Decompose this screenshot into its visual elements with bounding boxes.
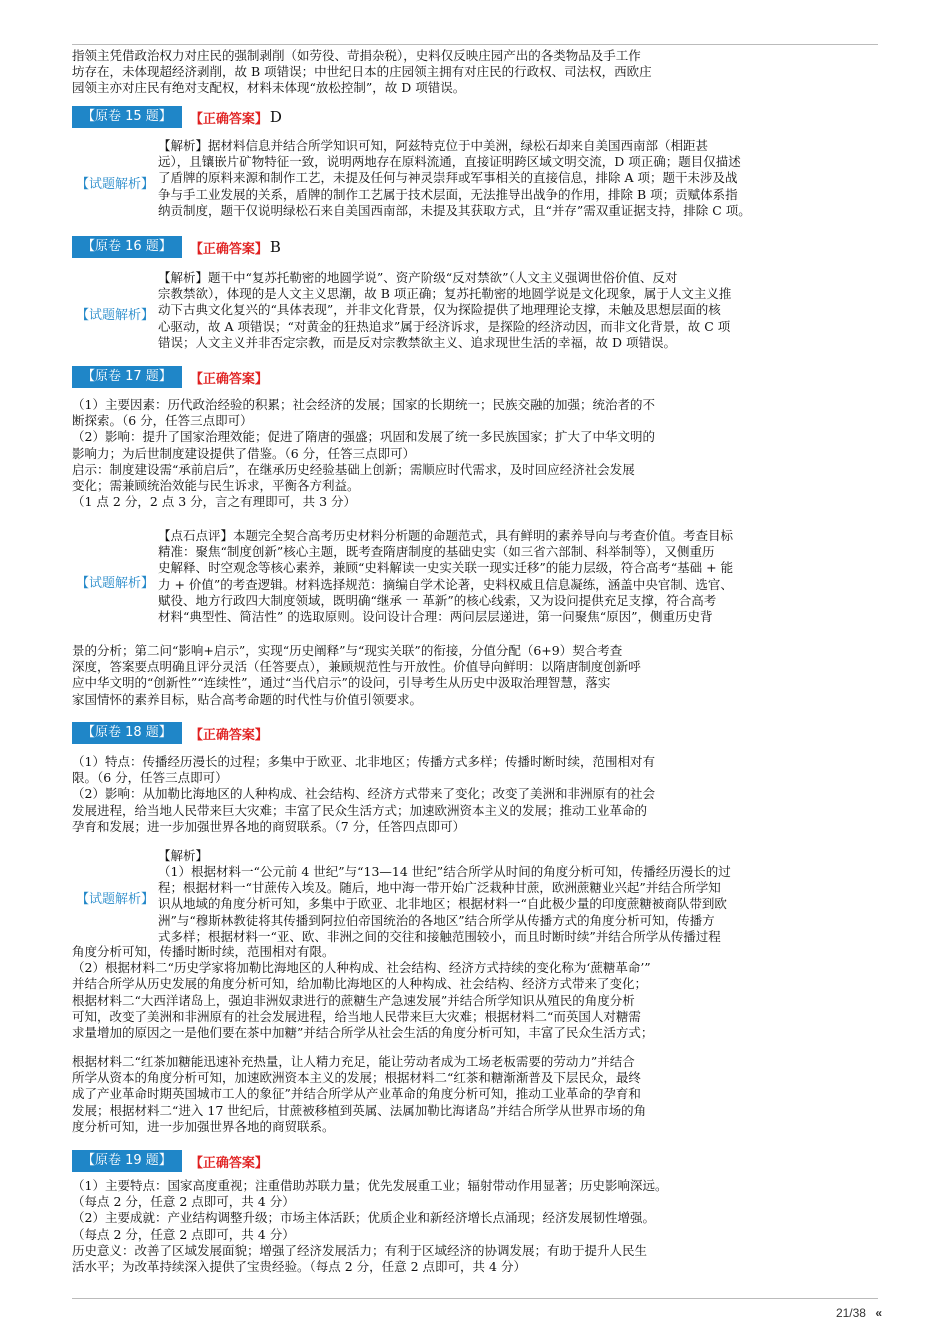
q15-label: 【原卷 15 题】 <box>72 106 182 128</box>
q15-analysis-label: 【试题解析】 <box>76 177 155 192</box>
q16-answer-label: 【正确答案】 <box>189 241 268 257</box>
q18-answer-label: 【正确答案】 <box>189 727 268 743</box>
page-number: 21/38 <box>835 1306 866 1320</box>
q19-label: 【原卷 19 题】 <box>72 1150 182 1172</box>
page-prev-icon[interactable]: « <box>875 1306 882 1320</box>
q17-header <box>72 366 268 388</box>
q18-analysis-text: （1）根据材料一“公元前 4 世纪”与“13—14 世纪”结合所学从时间的角度分析可知，传播经历漫长的过 程；根据材料一“甘蔗传入埃及。随后，地中海一带开始广泛栽种甘蔗，欧洲蔗糖业兴起”并结合所学知 识从地域的角度分析可知，多集中于欧亚、北非地区；根据材料一“自此极少量的印度蔗糖被商队带到欧 洲”与“穆斯林教徒将其传播到阿拉伯帝国统治的各地区”结合所学从传播方式的角度分析可知，传播方 式多样；根据材料一“亚、欧、非洲之间的交往和接触范围较小，而且时断时续”并结合所学从传播过程 <box>158 864 731 944</box>
q18-analysis-head: 【解析】 <box>158 848 209 863</box>
top-rule <box>72 44 878 45</box>
q17-answer-text: （1）主要因素：历代政治经验的积累；社会经济的发展；国家的长期统一；民族交融的加强；统治者的不 断探索。（6 分，任答三点即可） （2）影响：提升了国家治理效能；促进了隋唐的强盛；巩固和发展了统一多民族国家；扩大了中华文明的 影响力；为后世制度建设提供了借鉴。（6 分，任答三点即可） 启示：制度建设需“承前启后”，在继承历史经验基础上创新；需顺应时代需求，及时回应经济社会发展 变化；需兼顾统治效能与民生诉求，平衡各方利益。 （1 点 2 分，2 点 3 分，言之有理即可，共 3 分） <box>72 397 655 510</box>
q16-answer: B <box>269 238 281 256</box>
bottom-rule <box>72 1298 878 1299</box>
top-text: 指领主凭借政治权力对庄民的强制剥削（如劳役、苛捐杂税），史料仅反映庄园产出的各类物品及手工作 坊存在，未体现超经济剥削，故 B 项错误；中世纪日本的庄园领主拥有对庄民的行政权、司法权，西欧庄 园领主亦对庄民有绝对支配权，材料未体现“放松控制”，故 D 项错误。 <box>72 48 652 96</box>
q18-analysis-cont: 角度分析可知，传播时断时续，范围相对有限。 （2）根据材料二“历史学家将加勒比海地区的人种构成、社会结构、经济方式持续的变化称为‘蔗糖革命’” 并结合所学从历史发展的角度分析可知，给加勒比海地区的人种构成、社会结构、经济方式带来了变化； 根据材料二“大西洋诸岛上，强迫非洲奴隶进行的蔗糖生产急速发展”并结合所学知识从殖民的角度分析 可知，改变了美洲和非洲原有的社会发展进程，给当地人民带来巨大灾难；根据材料二“而英国人对糖需 求量增加的原因之一是他们要在茶中加糖”并结合所学从社会生活的角度分析可知，丰富了民众生活方式； <box>72 944 654 1041</box>
q16-label: 【原卷 16 题】 <box>72 236 182 258</box>
q17-answer-label: 【正确答案】 <box>189 371 268 387</box>
q16-analysis-label: 【试题解析】 <box>76 308 155 323</box>
q18-analysis-cont2: 根据材料二“红茶加糖能迅速补充热量，让人精力充足，能让劳动者成为工场老板需要的劳动力”并结合 所学从资本的角度分析可知，加速欧洲资本主义的发展；根据材料二“红茶和糖渐渐普及下层民众，最终 成了产业革命时期英国城市工人的象征”并结合所学从产业革命的角度分析可知，推动工业革命的孕育和 发展；根据材料二“进入 17 世纪后，甘蔗被移植到英属、法属加勒比海诸岛”并结合所学从世界市场的角 度分析可知，进一步加强世界各地的商贸联系。 <box>72 1054 647 1134</box>
q15-answer-label: 【正确答案】 <box>189 111 268 127</box>
q16-header <box>72 236 281 258</box>
q15-answer: D <box>269 108 282 126</box>
q19-answer-label: 【正确答案】 <box>189 1155 268 1171</box>
q17-comment-cont: 景的分析；第二问“影响+启示”，实现“历史阐释”与“现实关联”的衔接，分值分配（6+9）契合考查 深度，答案要点明确且评分灵活（任答要点），兼顾规范性与开放性。价值导向鲜明：以隋唐制度创新呼 应中华文明的“创新性”“连续性”，通过“当代启示”的设问，引导考生从历史中汲取治理智慧，落实 家国情怀的素养目标，贴合高考命题的时代性与价值引领要求。 <box>72 643 641 707</box>
q16-analysis-text: 【解析】题干中“复苏托勒密的地圆学说”、资产阶级“反对禁欲”（人文主义强调世俗价值、反对 宗教禁欲），体现的是人文主义思潮，故 B 项正确；复苏托勒密的地圆学说是文化现象，属于人文主义推 动下古典文化复兴的“具体表现”，并非文化背景，仅为探险提供了地理理论支撑，未触及思想层面的核 心驱动，故 A 项错误；“对黄金的狂热追求”属于经济诉求，是探险的经济动因，而非文化背景，故 C 项 错误；人文主义并非否定宗教，而是反对宗教禁欲主义、追求现世生活的幸福，故 D 项错误。 <box>158 270 732 350</box>
q18-label: 【原卷 18 题】 <box>72 722 182 744</box>
q17-analysis-label: 【试题解析】 <box>76 576 155 591</box>
q19-answer-text: （1）主要特点：国家高度重视；注重借助苏联力量；优先发展重工业；辐射带动作用显著；历史影响深远。 （每点 2 分，任意 2 点即可，共 4 分） （2）主要成就：产业结构调整升级；市场主体活跃；优质企业和新经济增长点涌现；经济发展韧性增强。 （每点 2 分，任意 2 点即可，共 4 分） 历史意义：改善了区域发展面貌；增强了经济发展活力；有利于区域经济的协调发展；有助于提升人民生 活水平；为改革持续深入提供了宝贵经验。（每点 2 分，任意 2 点即可，共 4 分） <box>72 1178 668 1275</box>
q19-header <box>72 1150 268 1172</box>
q18-answer-text: （1）特点：传播经历漫长的过程；多集中于欧亚、北非地区；传播方式多样；传播时断时续，范围相对有 限。（6 分，任答三点即可） （2）影响：从加勒比海地区的人种构成、社会结构、经济方式带来了变化；改变了美洲和非洲原有的社会 发展进程，给当地人民带来巨大灾难；丰富了民众生活方式；加速欧洲资本主义的发展；推动工业革命的 孕育和发展；进一步加强世界各地的商贸联系。（7 分，任答四点即可） <box>72 754 655 834</box>
q15-analysis-text: 【解析】据材料信息并结合所学知识可知，阿兹特克位于中美洲，绿松石却来自美国西南部（相距甚 远），且镶嵌片矿物特征一致，说明两地存在原料流通，直接证明跨区域文明交流，D 项正确；题目仅描述 了盾牌的原料来源和制作工艺，未提及任何与神灵崇拜或军事相关的直接信息，排除 A 项；题干未涉及战 争与手工业发展的关系，盾牌的制作工艺属于技术层面，无法推导出战争的作用，排除 B 项；贡赋体系指 纳贡制度，题干仅说明绿松石来自美国西南部，未提及其获取方式，且“并存”需双重证据支持，排除 C 项。 <box>158 138 751 218</box>
page-footer <box>836 1306 882 1320</box>
q17-comment: 【点石点评】本题完全契合高考历史材料分析题的命题范式，具有鲜明的素养导向与考查价值。考查目标 精准：聚焦“制度创新”核心主题，既考查隋唐制度的基础史实（如三省六部制、科举制等），又侧重历 史解释、时空观念等核心素养，兼顾“史料解读一史实关联一现实迁移”的能力层级，符合高考“基础 + 能 力 + 价值”的考查逻辑。材料选择规范：摘编自学术论著，史料权威且信息凝练，涵盖中央官制、选官、 赋役、地方行政四大制度领域，既明确“继承 一 革新”的核心线索，又为设问提供充足支撑，符合高考 材料“典型性、简洁性” 的选取原则。设问设计合理：两问层层递进，第一问聚焦“原因”，侧重历史背 <box>158 528 734 625</box>
q17-label: 【原卷 17 题】 <box>72 366 182 388</box>
q18-header <box>72 722 268 744</box>
q15-header <box>72 106 282 128</box>
q18-analysis-label: 【试题解析】 <box>76 892 155 907</box>
